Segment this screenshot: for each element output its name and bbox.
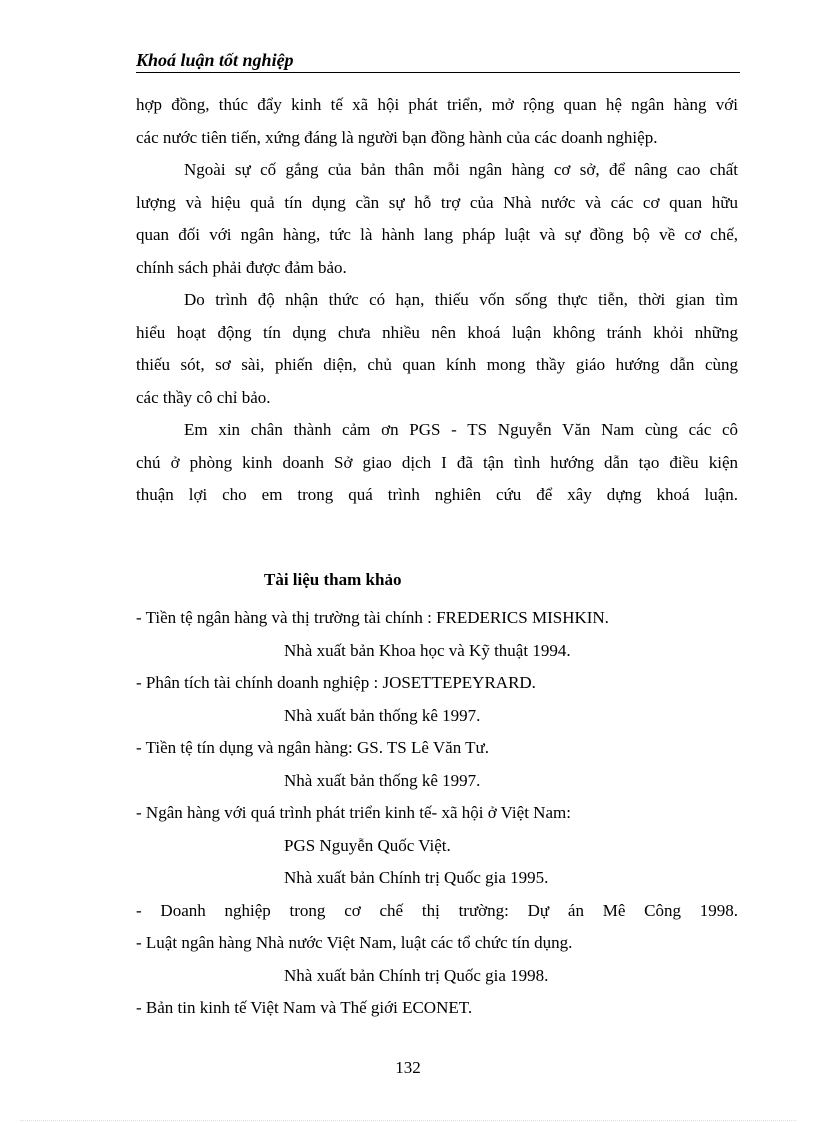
- text-line: chú ở phòng kinh doanh Sở giao dịch I đã tận tình hướng dẫn tạo điều kiện: [136, 452, 738, 472]
- reference-publisher: Nhà xuất bản thống kê 1997.: [284, 705, 481, 725]
- reference-item: - Phân tích tài chính doanh nghiệp : JOSETTEPEYRARD.: [136, 673, 536, 692]
- page-header: [136, 48, 740, 73]
- body-text: [136, 89, 738, 512]
- text-line: hiểu hoạt động tín dụng chưa nhiều nên khoá luận không tránh khỏi những: [136, 322, 738, 342]
- text-line: lượng và hiệu quả tín dụng cần sự hỗ trợ của Nhà nước và các cơ quan hữu: [136, 192, 738, 212]
- text-line: hợp đồng, thúc đẩy kinh tế xã hội phát triển, mở rộng quan hệ ngân hàng với: [136, 95, 738, 114]
- reference-publisher: Nhà xuất bản Chính trị Quốc gia 1998.: [284, 965, 549, 985]
- reference-item: - Ngân hàng với quá trình phát triển kinh tế- xã hội ở Việt Nam:: [136, 803, 571, 822]
- page-number: 132: [395, 1058, 421, 1077]
- text-line: chính sách phải được đảm bảo.: [136, 257, 347, 277]
- page-edge-divider: [20, 1120, 796, 1121]
- reference-publisher: Nhà xuất bản Khoa học và Kỹ thuật 1994.: [284, 640, 571, 660]
- references-list: [136, 602, 738, 1025]
- text-line: Em xin chân thành cảm ơn PGS - TS Nguyễn Văn Nam cùng các cô: [184, 420, 738, 439]
- references-title: Tài liệu tham khảo: [264, 570, 402, 589]
- text-line: các thầy cô chỉ bảo.: [136, 387, 271, 407]
- reference-item: - Bản tin kinh tế Việt Nam và Thế giới ECONET.: [136, 998, 473, 1017]
- reference-item: - Luật ngân hàng Nhà nước Việt Nam, luật các tổ chức tín dụng.: [136, 933, 573, 952]
- reference-publisher: Nhà xuất bản Chính trị Quốc gia 1995.: [284, 868, 549, 887]
- text-line: quan đối với ngân hàng, tức là hành lang pháp luật và sự đồng bộ về cơ chế,: [136, 225, 738, 244]
- text-line: thiếu sót, sơ sài, phiến diện, chủ quan kính mong thầy giáo hướng dẫn cùng: [136, 355, 738, 374]
- reference-publisher: Nhà xuất bản thống kê 1997.: [284, 770, 481, 790]
- reference-item: - Doanh nghiệp trong cơ chế thị trường: Dự án Mê Công 1998.: [136, 900, 738, 920]
- reference-item: - Tiền tệ ngân hàng và thị trường tài chính : FREDERICS MISHKIN.: [136, 608, 609, 627]
- text-line: thuận lợi cho em trong quá trình nghiên cứu để xây dựng khoá luận.: [136, 485, 738, 504]
- reference-item: - Tiền tệ tín dụng và ngân hàng: GS. TS Lê Văn Tư.: [136, 738, 489, 757]
- text-line: các nước tiên tiến, xứng đáng là người bạn đồng hành của các doanh nghiệp.: [136, 127, 658, 147]
- header-title: Khoá luận tốt nghiệp: [136, 50, 294, 70]
- text-line: Ngoài sự cố gắng của bản thân mỗi ngân hàng cơ sở, để nâng cao chất: [184, 160, 738, 179]
- reference-author: PGS Nguyễn Quốc Việt.: [284, 835, 451, 855]
- text-line: Do trình độ nhận thức có hạn, thiếu vốn sống thực tiễn, thời gian tìm: [184, 290, 738, 309]
